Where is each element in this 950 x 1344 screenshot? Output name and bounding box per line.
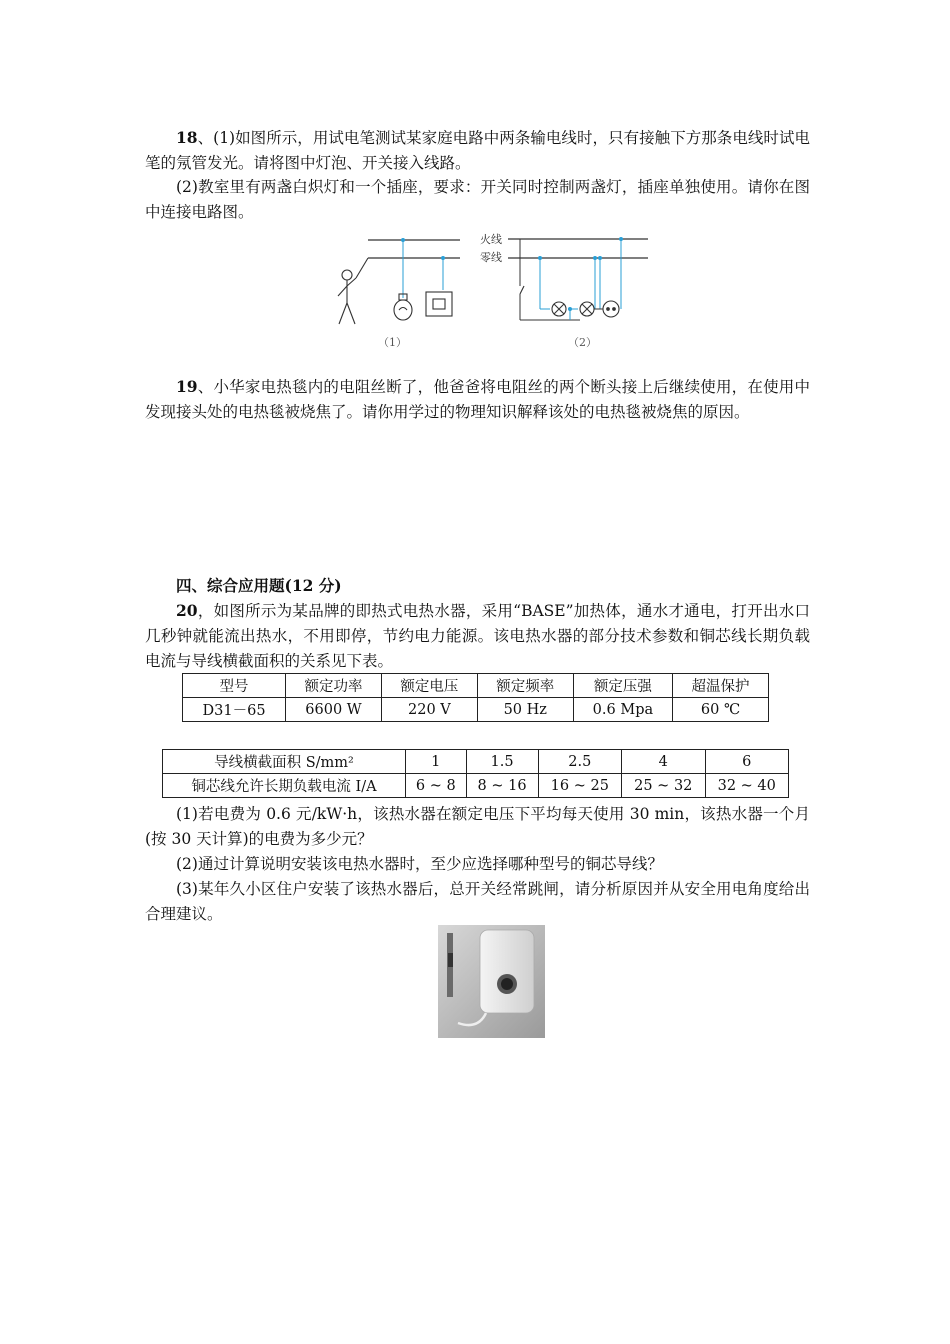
lamp-1-icon [552, 302, 566, 316]
section-heading: 四、综合应用题(12 分) [176, 576, 342, 595]
switch-icon [426, 292, 452, 316]
table-cell: 6 ~ 8 [406, 774, 467, 798]
question-18-part1 [145, 125, 810, 176]
question-20-sub3: (3)某年久小区住户安装了该热水器后，总开关经常跳闸，请分析原因并从安全用电角度给出合理建议。 [145, 880, 810, 923]
table-cell: 6 [705, 750, 789, 774]
socket-icon [603, 301, 619, 317]
table-header-cell: 铜芯线允许长期负载电流 I/A [163, 774, 406, 798]
table-header-cell: 额定电压 [381, 674, 477, 698]
table-cell: 0.6 Mpa [573, 698, 672, 722]
question-number: 20 [176, 601, 198, 620]
spec-table [182, 673, 769, 722]
table-header-cell: 额定频率 [477, 674, 573, 698]
question-text: 、小华家电热毯内的电阻丝断了，他爸爸将电阻丝的两个断头接上后继续使用，在使用中发现接头处的电热毯被烧焦了。请你用学过的物理知识解释该处的电热毯被烧焦的原因。 [145, 378, 810, 421]
figure-2-label: （2） [568, 336, 597, 349]
question-18-part2: (2)教室里有两盏白炽灯和一个插座，要求：开关同时控制两盏灯，插座单独使用。请你在图中连接电路图。 [145, 178, 810, 221]
lamp-2-icon [580, 302, 594, 316]
question-19 [145, 374, 810, 425]
live-wire-label: 火线 [480, 233, 502, 246]
question-20-intro [145, 598, 810, 674]
table-cell: 4 [622, 750, 705, 774]
table-cell: 60 ℃ [673, 698, 769, 722]
question-text: 、(1)如图所示，用试电笔测试某家庭电路中两条输电线时，只有接触下方那条电线时试电笔的氖管发光。请将图中灯泡、开关接入线路。 [145, 129, 810, 172]
table-cell: 32 ~ 40 [705, 774, 789, 798]
table-cell: 16 ~ 25 [538, 774, 621, 798]
table-cell: 8 ~ 16 [466, 774, 538, 798]
table-cell: 220 V [381, 698, 477, 722]
water-heater-photo [438, 925, 545, 1038]
table-row [183, 674, 769, 698]
table-header-cell: 额定功率 [286, 674, 382, 698]
question-text: ，如图所示为某品牌的即热式电热水器，采用“BASE”加热体，通水才通电，打开出水口几秒钟就能流出热水，不用即停，节约电力能源。该电热水器的部分技术参数和铜芯线长期负载电流与导线横截面积的关系见下表。 [145, 602, 810, 670]
table-header-cell: 超温保护 [673, 674, 769, 698]
table-cell: 1.5 [466, 750, 538, 774]
table-cell: 50 Hz [477, 698, 573, 722]
question-number: 19 [176, 377, 198, 396]
wire-table [162, 749, 789, 798]
table-header-cell: 导线横截面积 S/mm² [163, 750, 406, 774]
table-row [163, 774, 789, 798]
question-20-sub1: (1)若电费为 0.6 元/kW·h，该热水器在额定电压下平均每天使用 30 min，该热水器一个月(按 30 天计算)的电费为多少元？ [145, 805, 810, 848]
person-icon [338, 258, 368, 324]
question-20-sub2: (2)通过计算说明安装该电热水器时，至少应选择哪种型号的铜芯导线？ [176, 855, 663, 873]
table-cell: 2.5 [538, 750, 621, 774]
figure-1-label: （1） [378, 336, 407, 349]
table-cell: D31－65 [183, 698, 286, 722]
question-number: 18 [176, 128, 198, 147]
table-cell: 25 ~ 32 [622, 774, 705, 798]
table-row [163, 750, 789, 774]
neutral-wire-label: 零线 [480, 251, 502, 264]
table-header-cell: 型号 [183, 674, 286, 698]
table-cell: 6600 W [286, 698, 382, 722]
table-cell: 1 [406, 750, 467, 774]
switch-lever [520, 286, 524, 294]
circuit-figure [330, 228, 660, 354]
table-row [183, 698, 769, 722]
table-header-cell: 额定压强 [573, 674, 672, 698]
